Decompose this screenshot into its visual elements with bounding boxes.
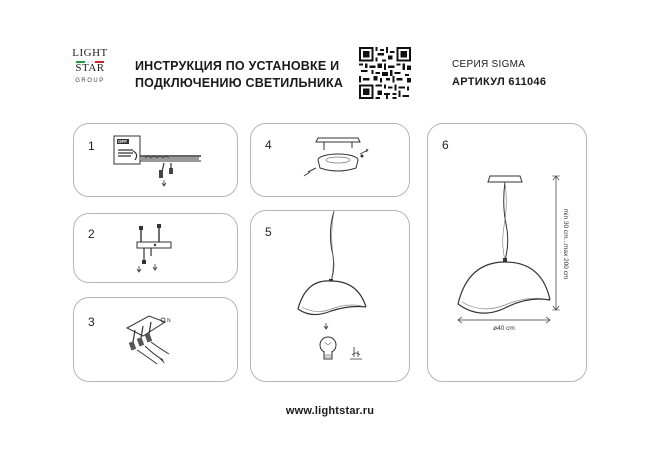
step-number: 1 bbox=[88, 139, 95, 153]
svg-text:N: N bbox=[167, 318, 171, 324]
step-6-panel bbox=[427, 123, 587, 382]
logo-line-2: STAR bbox=[75, 62, 105, 74]
step-3-panel bbox=[73, 297, 238, 382]
title-line-1: ИНСТРУКЦИЯ ПО УСТАНОВКЕ И bbox=[135, 59, 340, 73]
page-title bbox=[135, 58, 355, 92]
article-label: АРТИКУЛ 611046 bbox=[452, 76, 547, 88]
ceiling-canopy-icon bbox=[296, 132, 401, 190]
step-4-panel bbox=[250, 123, 410, 197]
mounting-bracket-icon bbox=[129, 220, 199, 278]
step-number: 6 bbox=[442, 138, 449, 152]
logo-line-1: LIGHT bbox=[72, 47, 108, 59]
power-off-wiring-icon bbox=[109, 130, 234, 192]
logo-line-3: GROUP bbox=[75, 78, 105, 84]
off-badge: OFF bbox=[118, 139, 127, 144]
step-1-panel bbox=[73, 123, 238, 197]
step-number: 4 bbox=[265, 138, 272, 152]
qr-code-icon bbox=[359, 47, 411, 99]
diameter-dimension-label: ø40 cm bbox=[493, 325, 515, 332]
wire-terminal-icon bbox=[119, 308, 199, 373]
step-number: 3 bbox=[88, 315, 95, 329]
pendant-lamp-bulb-icon bbox=[276, 211, 406, 381]
brand-logo bbox=[68, 48, 112, 98]
step-number: 2 bbox=[88, 227, 95, 241]
height-dimension-label: min 30 cm...max 200 cm bbox=[562, 208, 569, 280]
step-number: 5 bbox=[265, 225, 272, 239]
pendant-dimensions-icon bbox=[428, 124, 588, 383]
series-label: СЕРИЯ SIGMA bbox=[452, 59, 526, 70]
step-5-panel bbox=[250, 210, 410, 382]
footer-url[interactable]: www.lightstar.ru bbox=[285, 405, 375, 417]
step-2-panel bbox=[73, 213, 238, 283]
title-line-2: ПОДКЛЮЧЕНИЮ СВЕТИЛЬНИКА bbox=[135, 76, 344, 90]
